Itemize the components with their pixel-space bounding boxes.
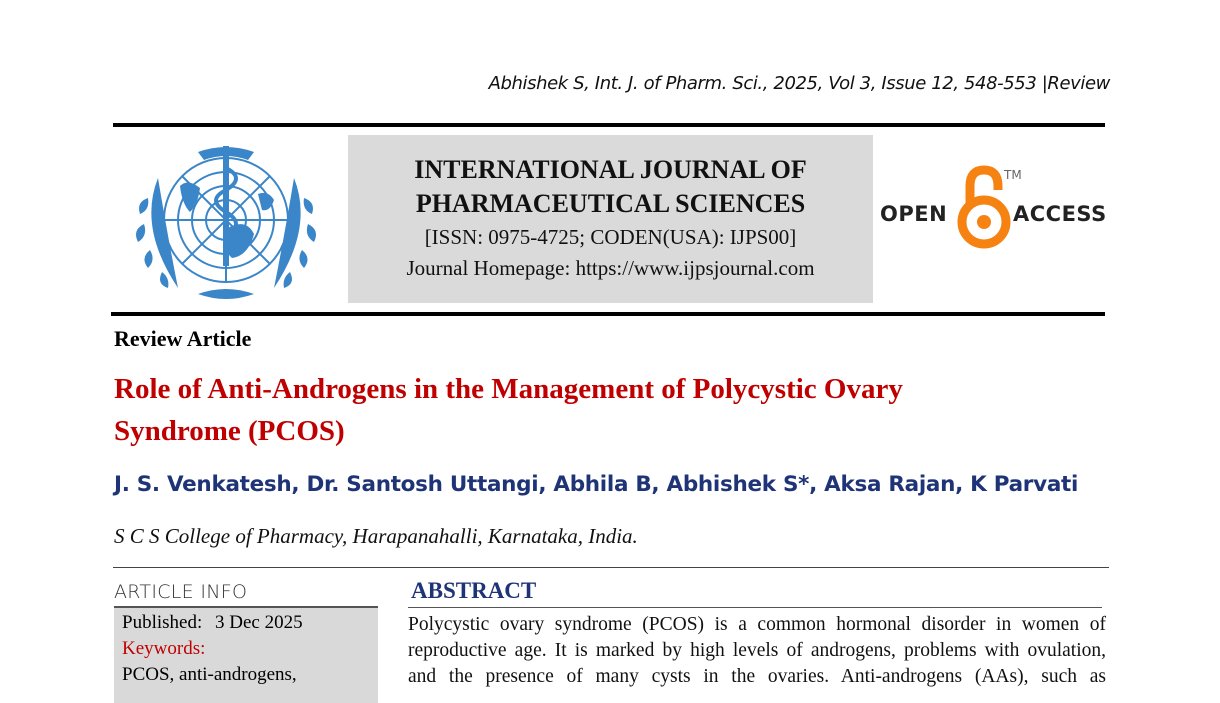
article-info-heading: ARTICLE INFO [114,581,248,603]
article-info-box [114,606,378,703]
published-label: Published: [122,612,203,633]
published-row [122,612,303,634]
journal-issn: [ISSN: 0975-4725; CODEN(USA): IJPS00] [424,225,797,249]
citation-header: Abhishek S, Int. J. of Pharm. Sci., 2025, Vol 3, Issue 12, 548-553 |Review [488,73,1110,94]
open-access-right-text: ACCESS [1013,202,1107,226]
abstract-line: reproductive age. It is marked by high levels of androgens, problems with ovulation, [408,640,1106,661]
journal-info-box [348,135,873,303]
abstract-rule [408,607,1102,608]
author-list: J. S. Venkatesh, Dr. Santosh Uttangi, Abhila B, Abhishek S*, Aksa Rajan, K Parvati [114,472,1079,497]
abstract-line: Polycystic ovary syndrome (PCOS) is a common hormonal disorder in women of [408,614,1106,635]
keywords-list: PCOS, anti-androgens, [122,664,297,685]
abstract-heading: ABSTRACT [411,578,537,603]
journal-title-line2: PHARMACEUTICAL SCIENCES [415,189,806,218]
keywords-label: Keywords: [122,638,206,659]
affiliation: S C S College of Pharmacy, Harapanahalli, Karnataka, India. [114,524,638,548]
abstract-body [408,612,1106,690]
article-title: Role of Anti-Androgens in the Management of Polycystic Ovary Syndrome (PCOS) [114,373,903,447]
header-rule-top [113,123,1105,127]
open-access-logo [880,164,1110,254]
journal-title-line1: INTERNATIONAL JOURNAL OF [414,155,807,184]
open-access-left-text: OPEN [880,202,948,226]
abstract-line: and the presence of many cysts in the ovaries. Anti-androgens (AAs), such as [408,666,1106,687]
article-type: Review Article [114,326,252,351]
journal-emblem-icon [128,138,324,306]
header-rule-bottom [111,312,1105,316]
section-divider [113,567,1109,568]
trademark-symbol: TM [1004,168,1022,182]
journal-homepage-link[interactable]: Journal Homepage: https://www.ijpsjournal.com [406,256,815,280]
published-date: 3 Dec 2025 [214,612,303,633]
